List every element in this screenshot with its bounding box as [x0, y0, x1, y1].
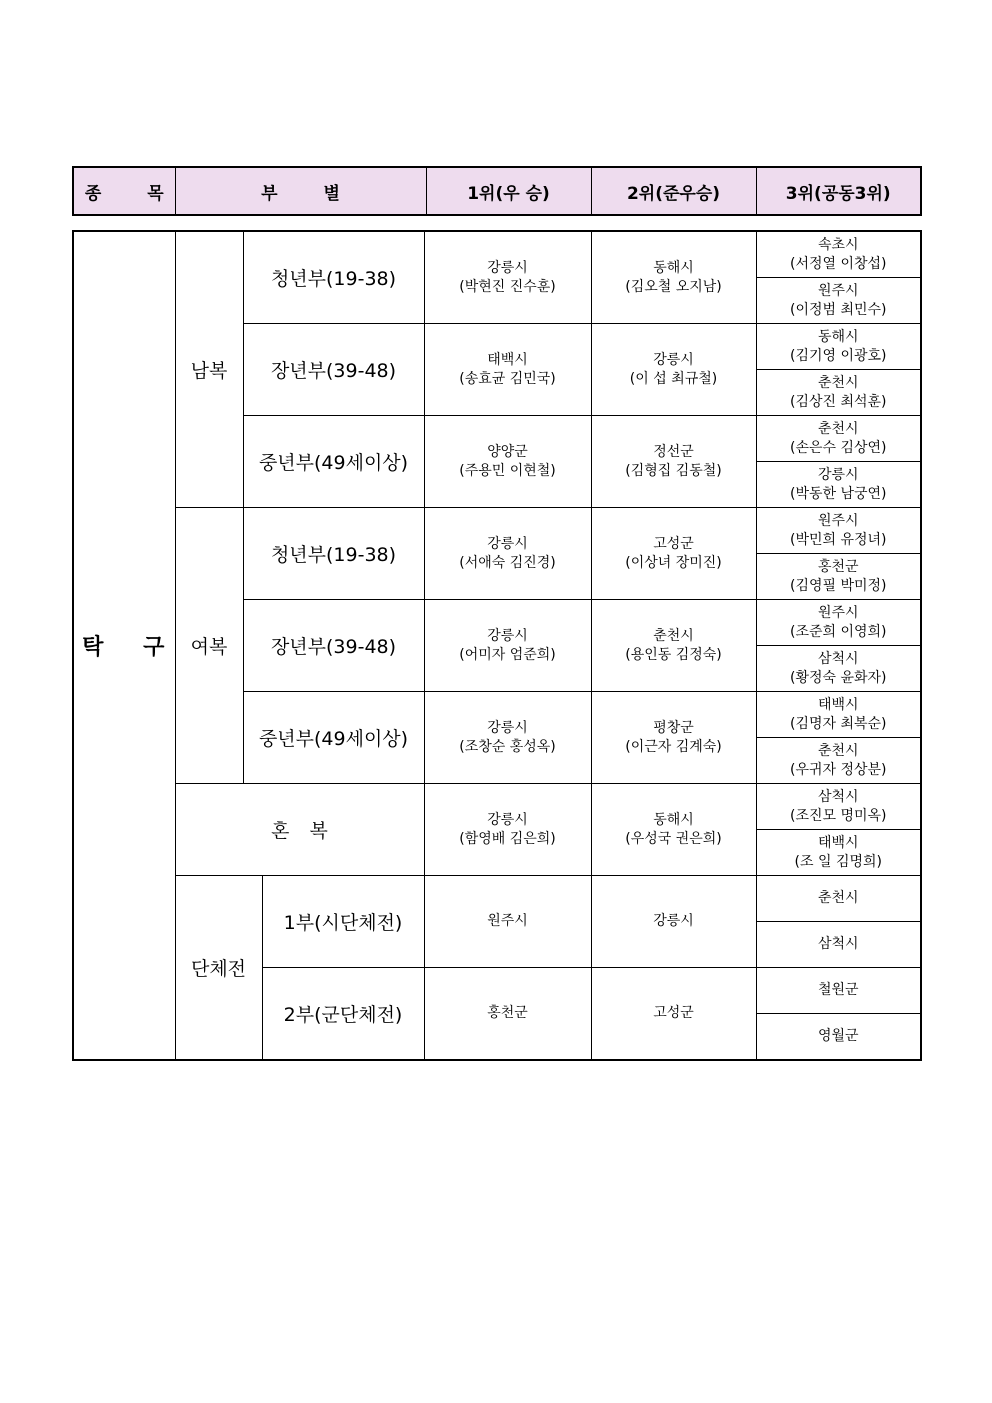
second-place-cell — [591, 416, 756, 508]
first-place-cell — [424, 324, 591, 416]
first-players: (박현진 진수훈) — [459, 278, 556, 295]
second-city: 춘천시 — [653, 627, 694, 644]
third-place-cell — [756, 784, 921, 830]
second-place-cell — [591, 784, 756, 876]
table-row — [73, 231, 921, 278]
third-city: 삼척시 — [817, 788, 859, 805]
third-place-cell — [756, 600, 921, 646]
third-city: 원주시 — [817, 604, 859, 621]
second-place-cell — [591, 508, 756, 600]
third-players: (김영필 박미정) — [790, 577, 887, 594]
third-city: 태백시 — [817, 834, 859, 851]
division-cell: 장년부(39-48) — [243, 324, 424, 416]
first-city: 태백시 — [487, 351, 528, 368]
second-players: (이 섭 최규철) — [629, 370, 718, 387]
third-place-cell — [756, 508, 921, 554]
third-place-cell — [756, 416, 921, 462]
third-players: (김기영 이광호) — [790, 347, 887, 364]
third-place-cell: 삼척시 — [756, 922, 921, 968]
second-place-cell: 고성군 — [591, 968, 756, 1061]
third-place-cell — [756, 738, 921, 784]
third-players: (조 일 김명희) — [794, 853, 882, 870]
second-place-cell — [591, 600, 756, 692]
first-place-cell — [424, 508, 591, 600]
first-place-cell: 홍천군 — [424, 968, 591, 1061]
division-cell: 장년부(39-48) — [243, 600, 424, 692]
header-first: 1위(우 승) — [426, 167, 591, 215]
header-table — [72, 166, 922, 216]
second-place-cell — [591, 231, 756, 324]
sport-cell: 탁 구 — [73, 231, 175, 1060]
second-players: (이상녀 장미진) — [625, 554, 722, 571]
second-place-cell — [591, 692, 756, 784]
first-players: (함영배 김은희) — [459, 830, 556, 847]
third-place-cell — [756, 830, 921, 876]
division-cell: 청년부(19-38) — [243, 231, 424, 324]
third-players: (우귀자 정상분) — [790, 761, 887, 778]
second-city: 정선군 — [653, 443, 694, 460]
third-city: 춘천시 — [817, 374, 859, 391]
first-players: (서애숙 김진경) — [459, 554, 556, 571]
second-city: 동해시 — [653, 259, 694, 276]
second-players: (용인동 김정숙) — [625, 646, 722, 663]
third-city: 동해시 — [817, 328, 859, 345]
first-players: (어미자 엄준희) — [459, 646, 556, 663]
third-city: 춘천시 — [817, 420, 859, 437]
header-second: 2위(준우승) — [591, 167, 756, 215]
first-city: 양양군 — [487, 443, 528, 460]
division-cell: 청년부(19-38) — [243, 508, 424, 600]
third-city: 속초시 — [817, 236, 859, 253]
third-place-cell — [756, 278, 921, 324]
first-players: (송효균 김민국) — [459, 370, 556, 387]
table-row — [73, 876, 921, 922]
second-players: (이근자 김계숙) — [625, 738, 722, 755]
third-players: (조진모 명미옥) — [790, 807, 887, 824]
third-city: 태백시 — [817, 696, 859, 713]
header-event: 종 목 — [73, 167, 175, 215]
first-place-cell — [424, 692, 591, 784]
header-third: 3위(공동3위) — [756, 167, 921, 215]
third-players: (박동한 남궁연) — [790, 485, 887, 502]
first-city: 강릉시 — [487, 627, 528, 644]
table-row — [73, 508, 921, 554]
third-place-cell: 춘천시 — [756, 876, 921, 922]
third-city: 원주시 — [817, 512, 859, 529]
division-cell: 1부(시단체전) — [262, 876, 424, 968]
third-place-cell — [756, 554, 921, 600]
header-row — [73, 167, 921, 215]
group-team: 단체전 — [175, 876, 262, 1061]
third-city: 강릉시 — [817, 466, 859, 483]
first-place-cell — [424, 600, 591, 692]
third-city: 춘천시 — [817, 742, 859, 759]
results-table — [72, 230, 922, 1061]
third-players: (서정열 이창섭) — [790, 255, 887, 272]
third-players: (이정범 최민수) — [790, 301, 887, 318]
second-players: (우성국 권은희) — [625, 830, 722, 847]
third-players: (손은수 김상연) — [790, 439, 887, 456]
third-players: (조준희 이영희) — [790, 623, 887, 640]
second-place-cell — [591, 324, 756, 416]
third-place-cell — [756, 646, 921, 692]
third-place-cell: 영월군 — [756, 1014, 921, 1061]
table-row — [73, 784, 921, 830]
third-players: (황정숙 윤화자) — [790, 669, 887, 686]
third-players: (박민희 유정녀) — [790, 531, 887, 548]
third-place-cell — [756, 370, 921, 416]
third-city: 원주시 — [817, 282, 859, 299]
third-city: 삼척시 — [817, 650, 859, 667]
second-players: (김형집 김동철) — [625, 462, 722, 479]
division-cell: 중년부(49세이상) — [243, 416, 424, 508]
first-place-cell — [424, 416, 591, 508]
first-place-cell — [424, 784, 591, 876]
header-division: 부 별 — [175, 167, 426, 215]
second-players: (김오철 오지남) — [625, 278, 722, 295]
second-place-cell: 강릉시 — [591, 876, 756, 968]
first-city: 강릉시 — [487, 719, 528, 736]
first-place-cell — [424, 231, 591, 324]
first-city: 강릉시 — [487, 259, 528, 276]
group-men: 남복 — [175, 231, 243, 508]
third-players: (김명자 최복순) — [790, 715, 887, 732]
first-place-cell: 원주시 — [424, 876, 591, 968]
group-women: 여복 — [175, 508, 243, 784]
division-cell: 2부(군단체전) — [262, 968, 424, 1061]
third-city: 홍천군 — [817, 558, 859, 575]
second-city: 동해시 — [653, 811, 694, 828]
first-players: (주용민 이현철) — [459, 462, 556, 479]
division-cell: 중년부(49세이상) — [243, 692, 424, 784]
second-city: 고성군 — [653, 535, 694, 552]
third-place-cell — [756, 462, 921, 508]
second-city: 강릉시 — [653, 351, 694, 368]
third-players: (김상진 최석훈) — [790, 393, 887, 410]
third-place-cell: 철원군 — [756, 968, 921, 1014]
third-place-cell — [756, 324, 921, 370]
first-players: (조창순 홍성옥) — [459, 738, 556, 755]
first-city: 강릉시 — [487, 535, 528, 552]
first-city: 강릉시 — [487, 811, 528, 828]
third-place-cell — [756, 692, 921, 738]
group-mixed: 혼 복 — [175, 784, 424, 876]
third-place-cell — [756, 231, 921, 278]
second-city: 평창군 — [653, 719, 694, 736]
